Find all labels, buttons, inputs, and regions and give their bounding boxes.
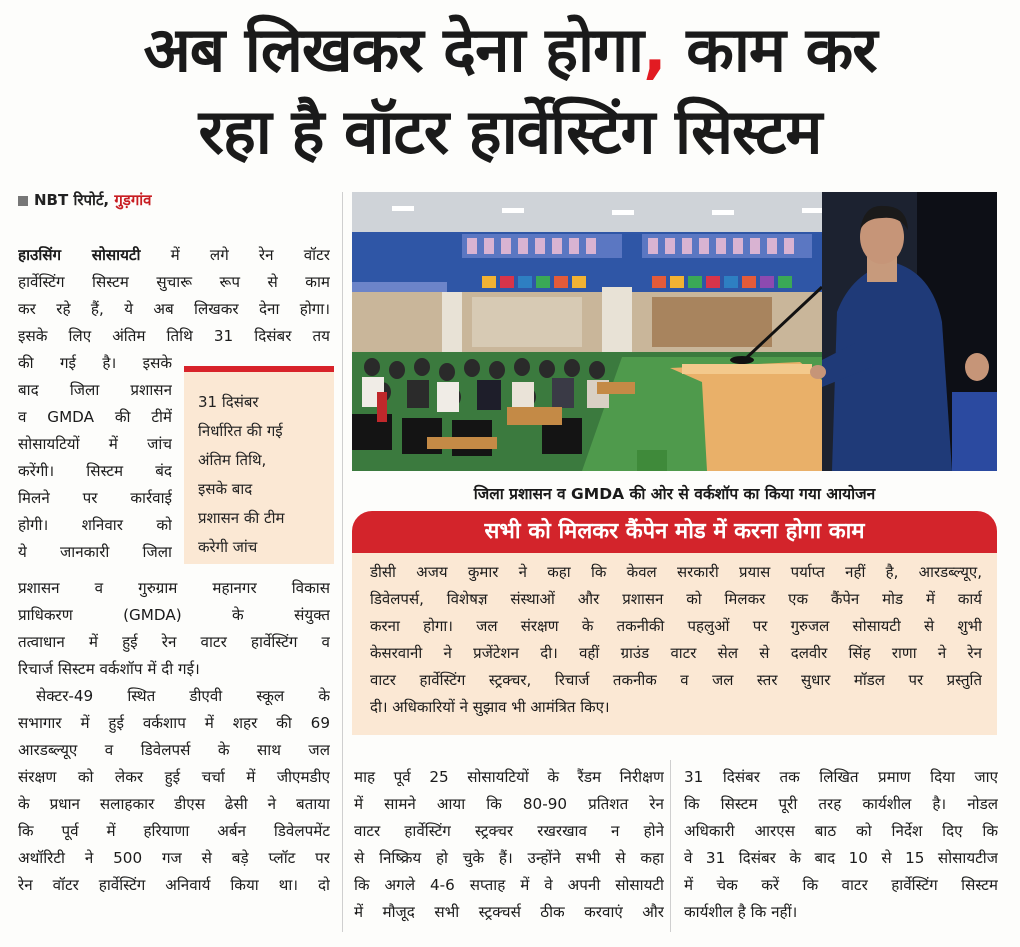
col1-lead-bold: हाउसिंग सोसायटी bbox=[18, 246, 141, 264]
byline-city: गुड़गांव bbox=[114, 191, 152, 209]
subbody-line: डीसी अजय कुमार ने कहा कि केवल सरकारी प्रयास पर्याप्त नहीं है, आरडब्ल्यूए, bbox=[370, 563, 982, 581]
col1-line-6: व GMDA की टीमें bbox=[18, 408, 172, 426]
col1-lead-rest: में लगे रेन वॉटर bbox=[140, 246, 330, 264]
highlight-bar bbox=[184, 366, 334, 372]
col3-line: अधिकारी आरएस बाठ को निर्देश दिए कि bbox=[684, 822, 998, 840]
col1-line-4: की गई है। इसके bbox=[18, 354, 172, 372]
col1-line-16: सेक्टर-49 स्थित डीएवी स्कूल के bbox=[36, 687, 330, 705]
column-separator bbox=[670, 760, 671, 932]
subbody-line: वाटर हार्वेस्टिंग स्ट्रक्चर, रिचार्ज तकनीक व जल स्तर सुधार मॉडल पर प्रस्तुति bbox=[370, 671, 982, 689]
col1-line-7: सोसायटियों में जांच bbox=[18, 435, 172, 453]
col1-line-17: सभागार में हुई वर्कशाप में शहर की 69 bbox=[18, 714, 330, 732]
col1-line-19: संरक्षण को लेकर हुई चर्चा में जीएमडीए bbox=[18, 768, 330, 786]
highlight-box bbox=[184, 366, 334, 564]
col2-line: माह पूर्व 25 सोसायटियों के रैंडम निरीक्षण bbox=[354, 768, 664, 786]
byline bbox=[18, 190, 152, 210]
col1-line-3: इसके लिए अंतिम तिथि 31 दिसंबर तय bbox=[18, 327, 330, 345]
col1-line-9: मिलने पर कार्रवाई bbox=[18, 489, 172, 507]
col2-line: कि अगले 4-6 सप्ताह में वे अपनी सोसायटी bbox=[354, 876, 664, 894]
headline-part-b: काम कर bbox=[665, 13, 877, 86]
highlight-line: निर्धारित की गई bbox=[198, 422, 283, 440]
col3-line: वे 31 दिसंबर के बाद 10 से 15 सोसायटीज bbox=[684, 849, 998, 867]
col1-line-14: तत्वाधान में हुई रेन वाटर हार्वेस्टिंग व bbox=[18, 633, 330, 651]
headline-comma: , bbox=[643, 13, 666, 86]
highlight-line: इसके बाद bbox=[198, 480, 253, 498]
highlight-line: 31 दिसंबर bbox=[198, 393, 259, 411]
col2-line: से निष्क्रिय हो चुके हैं। उन्होंने सभी से कहा bbox=[354, 849, 664, 867]
col1-line-5: बाद जिला प्रशासन bbox=[18, 381, 172, 399]
col1-line-0 bbox=[18, 242, 330, 269]
col3-line: 31 दिसंबर तक लिखित प्रमाण दिया जाए bbox=[684, 768, 998, 786]
byline-agency: NBT रिपोर्ट, bbox=[34, 191, 110, 209]
col1-line-11: ये जानकारी जिला bbox=[18, 543, 172, 561]
subhead: सभी को मिलकर कैंपेन मोड में करना होगा काम bbox=[352, 511, 997, 553]
highlight-line: करेगी जांच bbox=[198, 538, 258, 556]
subhead-body bbox=[352, 553, 997, 735]
subbody-line: डिवेलपर्स, विशेषज्ञ संस्थाओं और प्रशासन को मिलकर एक कैंपेन मोड में कार्य bbox=[370, 590, 982, 608]
photo-caption: जिला प्रशासन व GMDA की ओर से वर्कशॉप का किया गया आयोजन bbox=[473, 485, 876, 503]
subbody-line: करना होगा। जल संरक्षण के तकनीकी पहलुओं पर गुरुजल सोसायटी से शुभी bbox=[370, 617, 982, 635]
col1-line-20: के प्रधान सलाहकार डीएस ढेसी ने बताया bbox=[18, 795, 330, 813]
col3-line: कार्यशील है कि नहीं। bbox=[684, 903, 798, 921]
col2-line: वाटर हार्वेस्टिंग स्ट्रक्चर रखरखाव न होने bbox=[354, 822, 664, 840]
col1-line-15: रिचार्ज सिस्टम वर्कशॉप में दी गई। bbox=[18, 660, 200, 678]
byline-square-icon bbox=[18, 196, 28, 206]
highlight-line: प्रशासन की टीम bbox=[198, 509, 285, 527]
col1-line-22: अथॉरिटी ने 500 गज से बड़े प्लॉट पर bbox=[18, 849, 330, 867]
column-separator bbox=[342, 192, 343, 932]
headline-part-a: अब लिखकर देना होगा bbox=[143, 13, 644, 86]
col3-line: में चेक करें कि वाटर हार्वेस्टिंग सिस्टम bbox=[684, 876, 998, 894]
col1-line-12: प्रशासन व गुरुग्राम महानगर विकास bbox=[18, 579, 330, 597]
headline-line-1 bbox=[0, 14, 1020, 86]
workshop-photo-illustration bbox=[352, 192, 997, 471]
col3-line: कि सिस्टम पूरी तरह कार्यशील है। नोडल bbox=[684, 795, 998, 813]
subbody-line: दी। अधिकारियों ने सुझाव भी आमंत्रित किए। bbox=[370, 698, 610, 716]
col2-line: में सामने आया कि 80-90 प्रतिशत रेन bbox=[354, 795, 664, 813]
headline-line-2: रहा है वॉटर हार्वेस्टिंग सिस्टम bbox=[198, 95, 822, 168]
col1-line-1: हार्वेस्टिंग सिस्टम सुचारू रूप से काम bbox=[18, 273, 330, 291]
workshop-photo bbox=[352, 192, 997, 471]
highlight-text bbox=[198, 388, 326, 562]
col1-line-18: आरडब्ल्यूए व डिवेलपर्स के साथ जल bbox=[18, 741, 330, 759]
col1-line-23: रेन वॉटर हार्वेस्टिंग अनिवार्य किया था। दो bbox=[18, 876, 330, 894]
subbody-line: केसरवानी ने प्रजेंटेशन दी। वहीं ग्राउंड वाटर सेल से दलवीर सिंह राणा ने रेन bbox=[370, 644, 982, 662]
col1-line-2: कर रहे हैं, ये अब लिखकर देना होगा। bbox=[18, 300, 330, 318]
col2-line: में मौजूद सभी स्ट्रक्चर्स ठीक करवाएं और bbox=[354, 903, 664, 921]
col1-line-13: प्राधिकरण (GMDA) के संयुक्त bbox=[18, 606, 330, 624]
col1-line-8: करेंगी। सिस्टम बंद bbox=[18, 462, 172, 480]
col1-line-21: कि पूर्व में हरियाणा अर्बन डिवेलपमेंट bbox=[18, 822, 330, 840]
col1-line-10: होगी। शनिवार को bbox=[18, 516, 172, 534]
highlight-line: अंतिम तिथि, bbox=[198, 451, 267, 469]
